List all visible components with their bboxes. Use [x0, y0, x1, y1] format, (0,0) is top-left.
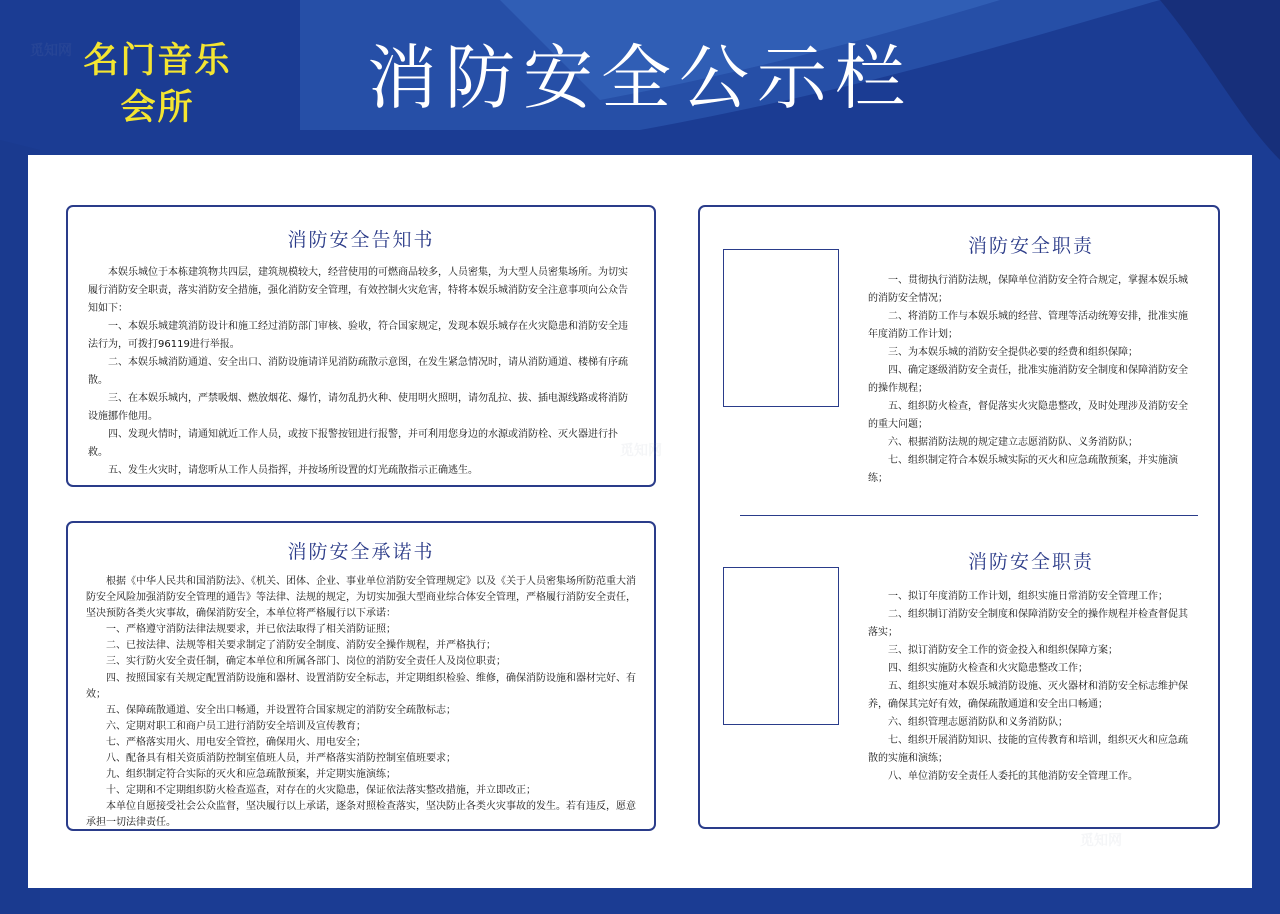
- duty1-paragraph: 七、组织制定符合本娱乐城实际的灭火和应急疏散预案，并实施演练；: [868, 455, 1178, 484]
- duty1-paragraph: 三、为本娱乐城的消防安全提供必要的经费和组织保障；: [888, 347, 1138, 358]
- photo-frame-2: [723, 567, 839, 725]
- duty1-body: [868, 272, 1194, 488]
- notice-paragraph: 二、本娱乐城消防通道、安全出口、消防设施请详见消防疏散示意图，在发生紧急情况时，请从消防通道、楼梯有序疏散。: [88, 357, 628, 386]
- duty1-paragraph: 二、将消防工作与本娱乐城的经营、管理等活动统筹安排，批准实施年度消防工作计划；: [868, 311, 1188, 340]
- notice-paragraph: 三、在本娱乐城内，严禁吸烟、燃放烟花、爆竹，请勿乱扔火种、使用明火照明，请勿乱拉、拔、插电源线路或将消防设施挪作他用。: [88, 393, 628, 422]
- commitment-body: [68, 574, 654, 832]
- duty1-section: [868, 231, 1194, 488]
- duty2-paragraph: 五、组织实施对本娱乐城消防设施、灭火器材和消防安全标志维护保养，确保其完好有效，确保疏散通道和安全出口畅通；: [868, 681, 1188, 710]
- brand-logo: [70, 38, 245, 132]
- commitment-paragraph: 一、严格遵守消防法律法规要求，并已依法取得了相关消防证照；: [106, 624, 396, 636]
- duty2-paragraph: 七、组织开展消防知识、技能的宣传教育和培训，组织灭火和应急疏散的实施和演练；: [868, 735, 1188, 764]
- commitment-paragraph: 根据《中华人民共和国消防法》、《机关、团体、企业、事业单位消防安全管理规定》以及《关于人员密集场所防范重大消防安全风险加强消防安全管理的通告》等法律、法规的规定，为切实加强大型商业综合体安全管理，严格履行消防安全责任，坚决预防各类火灾事故，确保消防安全，本单位将严格履行以下承诺：: [86, 576, 636, 620]
- commitment-paragraph: 九、组织制定符合实际的灭火和应急疏散预案，并定期实施演练；: [106, 769, 396, 781]
- commitment-paragraph: 十、定期和不定期组织防火检查巡查，对存在的火灾隐患，保证依法落实整改措施，并立即改正；: [106, 785, 536, 797]
- page-title: 消防安全公示栏: [367, 37, 913, 119]
- notice-title: 消防安全告知书: [287, 229, 435, 251]
- notice-paragraph: 四、发现火情时，请通知就近工作人员，或按下报警按钮进行报警，并可利用您身边的水源或消防栓、灭火器进行扑救。: [88, 429, 618, 458]
- duty1-paragraph: 四、确定逐级消防安全责任，批准实施消防安全制度和保障消防安全的操作规程；: [868, 365, 1188, 394]
- duty1-title: 消防安全职责: [967, 235, 1094, 257]
- commitment-paragraph: 六、定期对职工和商户员工进行消防安全培训及宣传教育；: [106, 720, 366, 732]
- duty2-paragraph: 一、拟订年度消防工作计划，组织实施日常消防安全管理工作；: [888, 591, 1168, 602]
- commitment-title: 消防安全承诺书: [287, 541, 435, 563]
- duty1-paragraph: 六、根据消防法规的规定建立志愿消防队、义务消防队；: [888, 437, 1138, 448]
- notice-panel: [66, 205, 656, 487]
- duty2-paragraph: 四、组织实施防火检查和火灾隐患整改工作；: [888, 663, 1088, 674]
- duty2-paragraph: 三、拟订消防安全工作的资金投入和组织保障方案；: [888, 645, 1118, 656]
- commitment-paragraph: 二、已按法律、法规等相关要求制定了消防安全制度、消防安全操作规程，并严格执行；: [106, 640, 496, 652]
- commitment-paragraph: 本单位自愿接受社会公众监督，坚决履行以上承诺，逐条对照检查落实，坚决防止各类火灾事故的发生。若有违反，愿意承担一切法律责任。: [86, 801, 636, 829]
- duty2-title: 消防安全职责: [967, 551, 1094, 573]
- notice-paragraph: 一、本娱乐城建筑消防设计和施工经过消防部门审核、验收，符合国家规定，发现本娱乐城存在火灾隐患和消防安全违法行为，可拨打96119进行举报。: [88, 321, 628, 350]
- notice-paragraph: 五、发生火灾时，请您听从工作人员指挥，并按场所设置的灯光疏散指示正确逃生。: [108, 465, 478, 476]
- duty2-paragraph: 二、组织制订消防安全制度和保障消防安全的操作规程并检查督促其落实；: [868, 609, 1188, 638]
- brand-line-2: 会所: [120, 88, 195, 128]
- commitment-paragraph: 四、按照国家有关规定配置消防设施和器材、设置消防安全标志，并定期组织检验、维修，确保消防设施和器材完好、有效；: [86, 672, 636, 700]
- duty2-paragraph: 六、组织管理志愿消防队和义务消防队；: [888, 717, 1068, 728]
- duty1-paragraph: 一、贯彻执行消防法规，保障单位消防安全符合规定，掌握本娱乐城的消防安全情况；: [868, 275, 1188, 304]
- commitment-paragraph: 八、配备具有相关资质消防控制室值班人员，并严格落实消防控制室值班要求；: [106, 753, 456, 765]
- duty2-section: [868, 547, 1194, 786]
- notice-body: [68, 264, 654, 480]
- commitment-panel: [66, 521, 656, 831]
- commitment-paragraph: 三、实行防火安全责任制，确定本单位和所属各部门、岗位的消防安全责任人及岗位职责；: [106, 656, 506, 668]
- section-divider: [740, 515, 1198, 516]
- duty2-paragraph: 八、单位消防安全责任人委托的其他消防安全管理工作。: [888, 771, 1138, 782]
- commitment-paragraph: 五、保障疏散通道、安全出口畅通，并设置符合国家规定的消防安全疏散标志；: [106, 704, 456, 716]
- duties-panel: [698, 205, 1220, 829]
- board: [28, 155, 1252, 888]
- photo-frame-1: [723, 249, 839, 407]
- commitment-paragraph: 七、严格落实用火、用电安全管控，确保用火、用电安全；: [106, 736, 366, 748]
- duty1-paragraph: 五、组织防火检查，督促落实火灾隐患整改，及时处理涉及消防安全的重大问题；: [868, 401, 1188, 430]
- notice-paragraph: 本娱乐城位于本栋建筑物共四层，建筑规模较大，经营使用的可燃商品较多，人员密集，为大型人员密集场所。为切实履行消防安全职责，落实消防安全措施，强化消防安全管理，有效控制火灾危害，特将本娱乐城消防安全注意事项向公众告知如下：: [88, 267, 628, 314]
- duty2-body: [868, 588, 1194, 786]
- brand-line-1: 名门音乐: [83, 41, 232, 81]
